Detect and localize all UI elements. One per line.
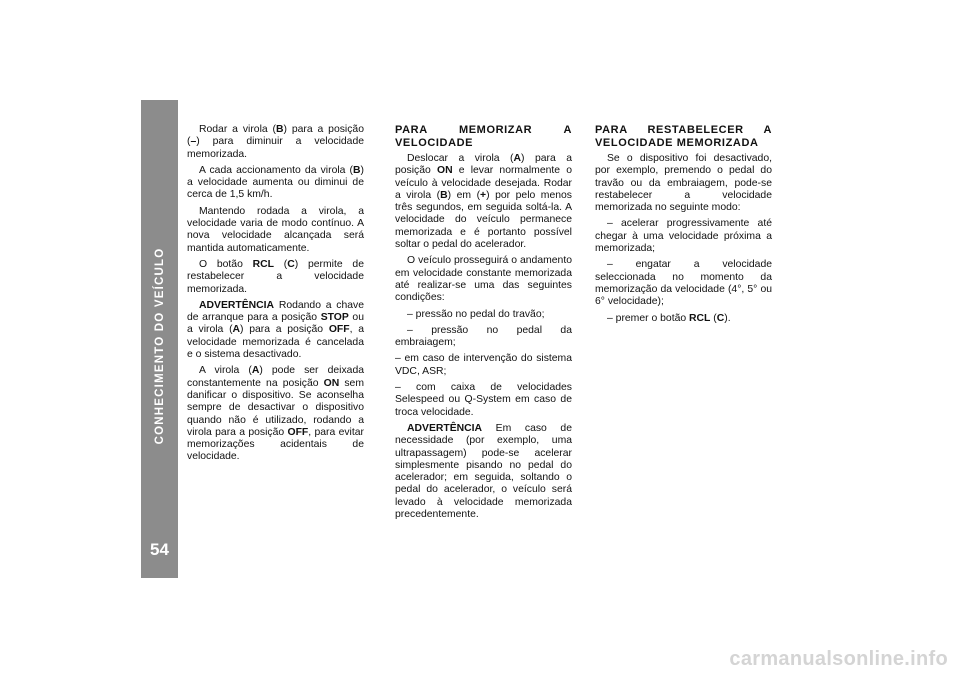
- list-item: – premer o botão RCL (C).: [607, 312, 731, 324]
- list-item: – com caixa de velocidades Selespeed ou Q-System em caso de troca velocidade.: [395, 382, 572, 418]
- warning-label: ADVERTÊNCIA: [407, 422, 483, 434]
- list-item: – engatar a velocidade seleccionada no momento da memorização da velocidade (4°, 5° ou 6° velocidade);: [595, 259, 772, 308]
- paragraph: O veículo prosseguirá o andamento em velocidade constante memorizada até realizar-se uma das seguintes condições:: [395, 255, 572, 304]
- paragraph: A virola (A) pode ser deixada constantemente na posição ON sem danificar o dispositivo. Se aconselha sempre de desactivar o dispositivo quando não é utilizado, rodando a virola para a posição OFF, para evitar memorizações acidentais de velocidade.: [187, 365, 365, 463]
- warning-label: ADVERTÊNCIA: [199, 299, 275, 311]
- paragraph: Se o dispositivo foi desactivado, por exemplo, premendo o pedal do travão ou da embraiagem, pode-se restabelecer a velocidade memorizada no seguinte modo:: [595, 153, 772, 214]
- text-column-1: [187, 124, 364, 468]
- section-title: CONHECIMENTO DO VEÍCULO: [153, 247, 166, 445]
- paragraph: O botão RCL (C) permite de restabelecer a velocidade memorizada.: [187, 258, 364, 295]
- list-item: – pressão no pedal da embraiagem;: [395, 324, 572, 349]
- paragraph: Rodar a virola (B) para a posição (–) para diminuir a velocidade memorizada.: [187, 124, 364, 160]
- watermark: carmanualsonline.info: [729, 648, 948, 670]
- list-item: – em caso de intervenção do sistema VDC, ASR;: [395, 353, 572, 377]
- section-heading: PARA RESTABELECER A VELOCIDADE MEMORIZADA: [595, 124, 772, 149]
- warning-paragraph: ADVERTÊNCIA Em caso de necessidade (por exemplo, uma ultrapassagem) pode-se acelerar simplesmente pisando no pedal do acelerador; em seguida, soltando o pedal do acelerador, o veículo será levado à velocidade memorizada precedentemente.: [395, 422, 572, 521]
- sidebar: [141, 100, 178, 578]
- warning-paragraph: ADVERTÊNCIA Rodando a chave de arranque para a posição STOP ou a virola (A) para a posição OFF, a velocidade memorizada é cancelada e o sistema desactivado.: [187, 299, 364, 361]
- paragraph: Deslocar a virola (A) para a posição ON e levar normalmente o veículo à velocidade desejada. Rodar a virola (B) em (+) por pelo menos três segundos, em seguida soltá-la. A velocidade do veículo permanece memorizada e é portanto possível soltar o pedal do acelerador.: [395, 153, 573, 251]
- text-column-3: [595, 124, 772, 329]
- list-item: – acelerar progressivamente até chegar à uma velocidade próxima a memorizada;: [595, 218, 772, 255]
- list-item: – pressão no pedal do travão;: [407, 308, 545, 320]
- paragraph: A cada accionamento da virola (B) a velocidade aumenta ou diminui de cerca de 1,5 km/h.: [187, 164, 364, 201]
- section-heading: PARA MEMORIZAR A VELOCIDADE: [395, 124, 572, 149]
- page-number: 54: [150, 540, 169, 559]
- paragraph: Mantendo rodada a virola, a velocidade varia de modo contínuo. A nova velocidade alcançada será mantida automaticamente.: [187, 205, 364, 254]
- text-column-2: [395, 124, 572, 525]
